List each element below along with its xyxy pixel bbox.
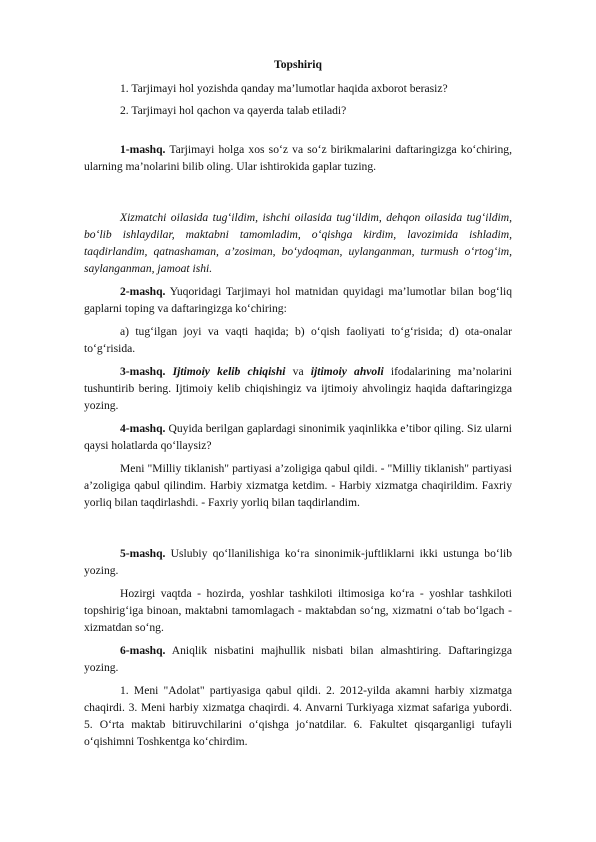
spacer: [84, 528, 512, 545]
exercise-6-text: Aniqlik nisbatini majhullik nisbati bilan almashtiring. Daftaringizga yozing.: [84, 644, 512, 674]
spacer: [84, 511, 512, 528]
exercise-2-items: a) tug‘ilgan joyi va vaqti haqida; b) o‘qish faoliyati to‘g‘risida; d) ota-onalar to‘g‘risida.: [84, 325, 512, 355]
exercise-3-conj: va: [285, 365, 311, 378]
exercise-3-term-2: ijtimoiy ahvoli: [310, 365, 384, 378]
exercise-1-text: Tarjimayi holga xos so‘z va so‘z birikmalarini daftaringizga ko‘chiring, ularning ma’nolarini bilib oling. Ular ishtirokida gaplar tuzing.: [84, 143, 512, 173]
document-title: Topshiriq: [274, 58, 322, 71]
exercise-5: [84, 545, 512, 579]
exercise-2: [84, 283, 512, 317]
exercise-3-term-1: Ijtimoiy kelib chiqishi: [172, 365, 286, 378]
exercise-6: [84, 642, 512, 676]
exercise-3-text: ifodalarining ma’nolarini tushuntirib bering. Ijtimoiy kelib chiqishingiz va ijtimoiy ahvolingiz haqida daftaringizga yozing.: [84, 365, 512, 412]
exercise-5-text: Uslubiy qo‘llanilishiga ko‘ra sinonimik-juftliklarni ikki ustunga bo‘lib yozing.: [84, 547, 512, 577]
exercise-4: [84, 420, 512, 454]
exercise-4-examples: Meni "Milliy tiklanish" partiyasi a’zoligiga qabul qildi. - "Milliy tiklanish" partiyasi a’zoligiga qabul qilindim. Harbiy xizmatga ketdim. - Harbiy xizmatga chaqirildim. Faxriy yorliq bilan taqdirlashdi. - Faxriy yorliq bilan taqdirlandim.: [84, 462, 512, 509]
exercise-4-label: 4-mashq.: [120, 422, 166, 435]
exercise-5-label: 5-mashq.: [120, 547, 166, 560]
exercise-1-label: 1-mashq.: [120, 143, 166, 156]
question-2: 2. Tarjimayi hol qachon va qayerda talab etiladi?: [120, 104, 347, 117]
exercise-2-label: 2-mashq.: [120, 285, 166, 298]
document-page: [84, 56, 512, 750]
exercise-5-examples: Hozirgi vaqtda - hozirda, yoshlar tashkiloti iltimosiga ko‘ra - yoshlar tashkiloti topshirig‘iga binoan, maktabni tamomlagach - maktabdan so‘ng, xizmatni o‘tab bo‘lgach -xizmatdan so‘ng.: [84, 587, 512, 634]
spacer: [84, 124, 512, 141]
exercise-1-passage: Xizmatchi oilasida tug‘ildim, ishchi oilasida tug‘ildim, dehqon oilasida tug‘ildim, bo‘lib ishlaydilar, maktabni tamomladim, o‘qishga kirdim, lavozimida ishladim, taqdirlandim, qatnashaman, a’zosiman, bo‘ydoqman, uylanganman, turmush o‘rtog‘im, saylanganman, jamoat ishi.: [84, 211, 512, 275]
exercise-2-text: Yuqoridagi Tarjimayi hol matnidan quyidagi ma’lumotlar bilan bog‘liq gaplarni toping va daftaringizga ko‘chiring:: [84, 285, 512, 315]
exercise-3: [84, 363, 512, 414]
exercise-1: [84, 141, 512, 175]
spacer: [84, 192, 512, 209]
spacer: [84, 175, 512, 192]
exercise-6-label: 6-mashq.: [120, 644, 166, 657]
question-1: 1. Tarjimayi hol yozishda qanday ma’lumotlar haqida axborot berasiz?: [120, 82, 448, 95]
exercise-3-label: 3-mashq.: [120, 365, 166, 378]
exercise-6-sentences: 1. Meni "Adolat" partiyasiga qabul qildi. 2. 2012-yilda akamni harbiy xizmatga chaqirdi. 3. Meni harbiy xizmatga chaqirdi. 4. Anvarni Turkiyaga xizmat safariga yubordi. 5. O‘rta maktab bitiruvchilarini o‘qishga jo‘natdilar. 6. Fakultet qisqarganligi tufayli o‘qishimni Toshkentga ko‘chirdim.: [84, 684, 512, 748]
exercise-4-text: Quyida berilgan gaplardagi sinonimik yaqinlikka e’tibor qiling. Siz ularni qaysi holatlarda qo‘llaysiz?: [84, 422, 512, 452]
